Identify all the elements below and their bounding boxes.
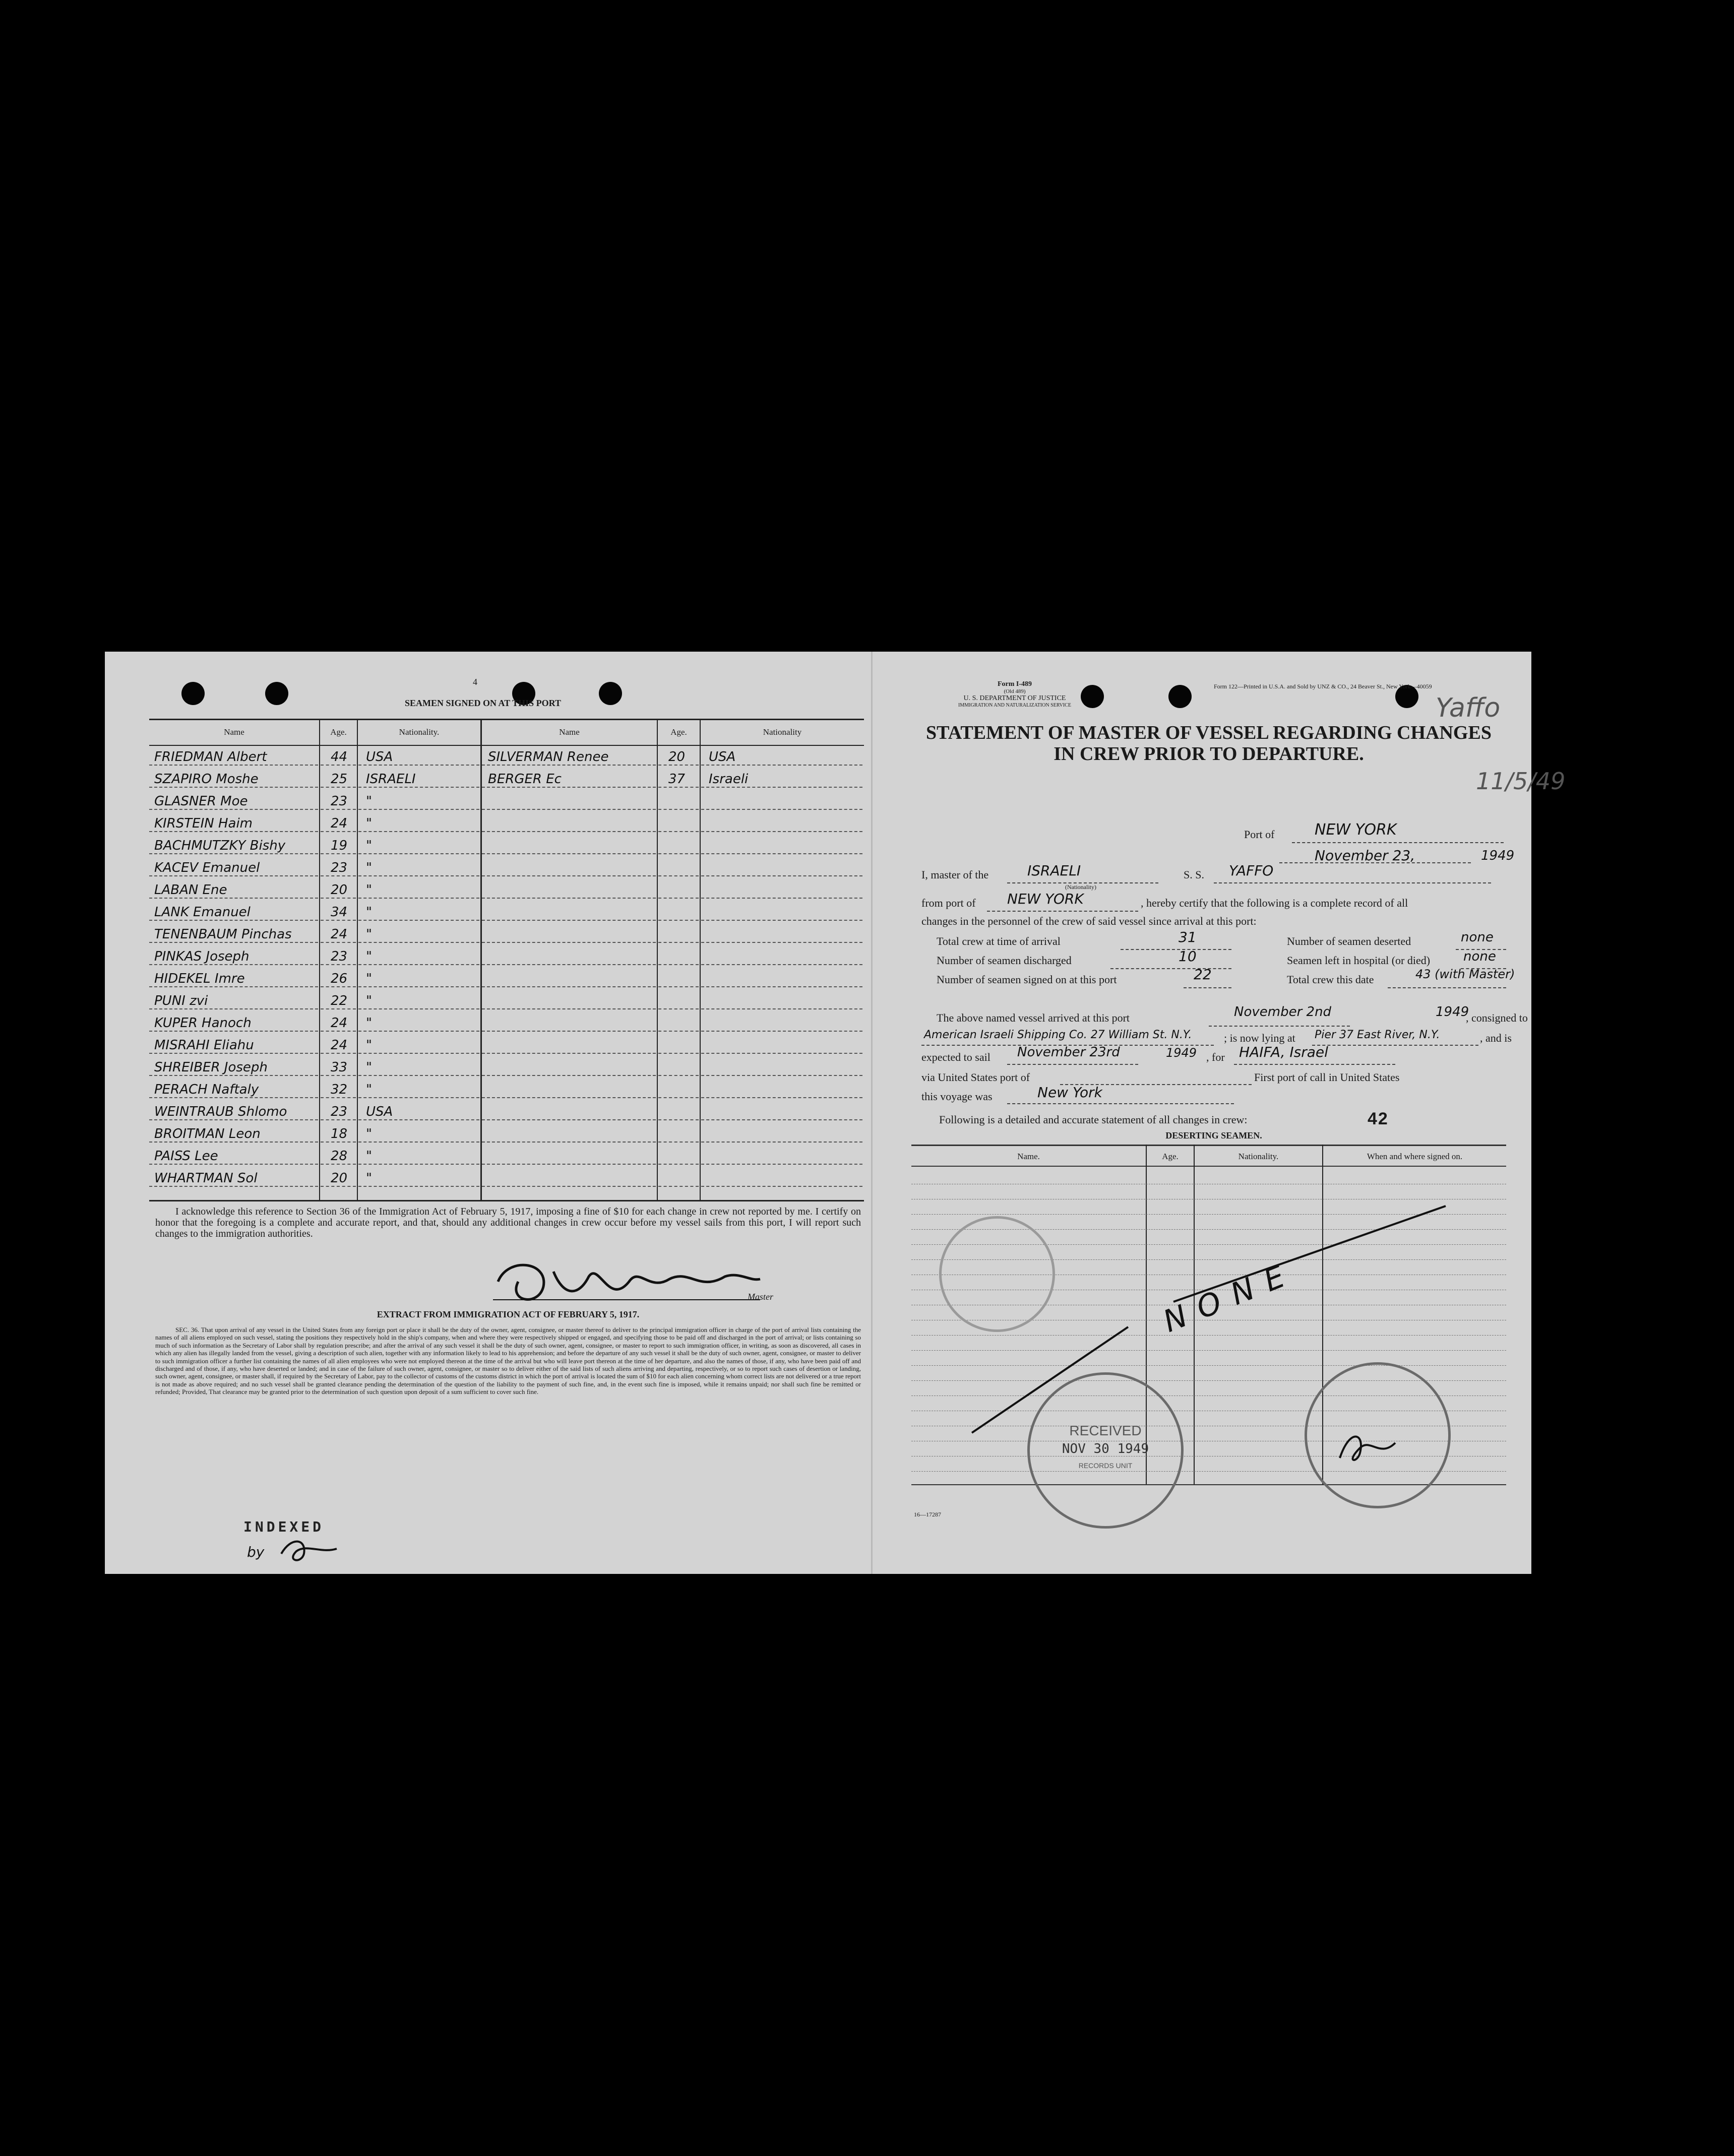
vessel-value: YAFFO [1229, 862, 1274, 879]
received-stamp-date: NOV 30 1949 [1062, 1441, 1149, 1456]
table-row [149, 769, 865, 789]
table-row [149, 946, 865, 966]
crew-age: 37 [668, 772, 686, 787]
crew-age: 34 [331, 905, 348, 920]
crew-nationality: " [366, 794, 372, 809]
crew-nationality: USA [366, 749, 393, 765]
crew-age: 44 [331, 749, 348, 765]
table-row [149, 1146, 865, 1166]
port-value: NEW YORK [1315, 821, 1397, 839]
form-number: Form I-489 [997, 680, 1032, 688]
deserting-top-rule [911, 1145, 1506, 1146]
total-crew-arrival: 31 [1179, 929, 1197, 945]
received-stamp [1027, 1372, 1184, 1529]
ss-label: S. S. [1184, 868, 1204, 881]
master-of-the-label: I, master of the [921, 868, 989, 881]
crew-name: KUPER Hanoch [154, 1016, 252, 1031]
table-row [149, 1035, 865, 1055]
crew-age: 22 [331, 993, 348, 1008]
from-port-label: from port of [921, 897, 976, 909]
inspector-initials [1330, 1423, 1405, 1473]
acknowledgement-text: I acknowledge this reference to Section 36 of the Immigration Act of February 5, 1917, imposing a fine of $10 for each change in crew not reported by me. I certify on honor that the foregoing is a complete and accurate report, and that, should any additional changes in crew occur before my vessel sails from this port, I will report such changes to the immigration authorities. [155, 1206, 861, 1239]
crew-nationality: " [366, 860, 372, 875]
seamen-signed: 22 [1194, 966, 1212, 983]
expected-year: 1949 [1166, 1046, 1197, 1060]
date-value: November 23, [1315, 847, 1415, 864]
crew-name: KIRSTEIN Haim [154, 816, 253, 831]
table-row [149, 857, 865, 877]
table-row [149, 746, 865, 767]
crew-name: SILVERMAN Renee [488, 749, 609, 765]
expected-label: expected to sail [921, 1051, 990, 1063]
crew-name: MISRAHI Eliahu [154, 1038, 254, 1053]
crew-nationality: " [366, 1171, 372, 1186]
none-text: NONE [1158, 1254, 1302, 1340]
crew-name: PAISS Lee [154, 1149, 218, 1164]
port-label: Port of [1244, 828, 1275, 841]
crew-nationality: " [366, 993, 372, 1008]
consigned-to: , consigned to [1466, 1011, 1528, 1024]
table-row [149, 835, 865, 855]
crew-name: BACHMUTZKY Bishy [154, 838, 286, 853]
crew-nationality: ISRAELI [366, 772, 416, 787]
records-unit-label: RECORDS UNIT [1078, 1462, 1133, 1470]
received-stamp-label: RECEIVED [1069, 1423, 1142, 1438]
deserting-header-nationality: Nationality. [1238, 1152, 1279, 1161]
crew-name: PERACH Naftaly [154, 1082, 259, 1097]
crew-age: 18 [331, 1126, 348, 1142]
table-row [149, 1012, 865, 1033]
form-header [932, 681, 1098, 709]
table-row [149, 924, 865, 944]
crew-name: LANK Emanuel [154, 905, 251, 920]
crew-age: 23 [331, 794, 348, 809]
consignee-value: American Israeli Shipping Co. 27 William St. N.Y. [924, 1029, 1192, 1041]
crew-nationality: " [366, 1149, 372, 1164]
table-row [149, 968, 865, 988]
expected-value: November 23rd [1017, 1045, 1120, 1060]
crew-nationality: " [366, 971, 372, 986]
arrived-value: November 2nd [1234, 1004, 1332, 1020]
crew-nationality: " [366, 927, 372, 942]
crew-nationality: " [366, 1038, 372, 1053]
crew-name: KACEV Emanuel [154, 860, 260, 875]
crew-age: 24 [331, 816, 348, 831]
indexed-stamp: INDEXED [243, 1518, 325, 1535]
table-top-rule [149, 719, 864, 720]
page-fold [871, 652, 873, 1574]
crew-name: HIDEKEL Imre [154, 971, 245, 986]
crew-nationality: USA [366, 1104, 393, 1119]
certify-text: , hereby certify that the following is a complete record of all [1141, 897, 1408, 909]
table-row [149, 1168, 865, 1188]
service-name: IMMIGRATION AND NATURALIZATION SERVICE [958, 703, 1071, 708]
crew-age: 25 [331, 772, 348, 787]
seamen-deserted: none [1461, 930, 1494, 945]
crew-nationality: " [366, 838, 372, 853]
crew-nationality: " [366, 1060, 372, 1075]
nationality-value: ISRAELI [1027, 862, 1081, 879]
margin-note-date: 11/5/49 [1476, 768, 1566, 795]
crew-name: WEINTRAUB Shlomo [154, 1104, 287, 1119]
crew-age: 20 [331, 882, 348, 898]
indexed-initials [276, 1534, 347, 1564]
header-name: Name [224, 727, 244, 737]
punch-hole [1168, 685, 1192, 708]
table-bottom-rule [149, 1200, 864, 1201]
crew-name: SZAPIRO Moshe [154, 772, 259, 787]
table-row [149, 1057, 865, 1077]
table-header-rule [149, 745, 864, 746]
arrived-text: The above named vessel arrived at this port [937, 1011, 1130, 1024]
crew-name: SHREIBER Joseph [154, 1060, 268, 1075]
total-crew-date-label: Total crew this date [1287, 973, 1374, 986]
dept-name: U. S. DEPARTMENT OF JUSTICE [963, 694, 1066, 702]
crew-nationality: " [366, 905, 372, 920]
table-row [149, 902, 865, 922]
table-row [149, 1079, 865, 1099]
page-number: 4 [473, 677, 477, 687]
statement-title-line-1: STATEMENT OF MASTER OF VESSEL REGARDING CHANGES [926, 722, 1492, 743]
table-row [149, 813, 865, 833]
header-name-2: Name [559, 727, 580, 737]
table-row [149, 879, 865, 900]
lying-at: ; is now lying at [1224, 1032, 1295, 1044]
crew-age: 19 [331, 838, 348, 853]
crew-nationality: " [366, 1126, 372, 1142]
crew-name: BERGER Ec [488, 772, 562, 787]
crew-age: 24 [331, 1038, 348, 1053]
table-row [149, 1101, 865, 1121]
crew-age: 23 [331, 1104, 348, 1119]
seamen-hospital: none [1463, 949, 1496, 964]
seamen-signed-label: Number of seamen signed on at this port [937, 973, 1117, 986]
extract-title: EXTRACT FROM IMMIGRATION ACT OF FEBRUARY 5, 1917. [377, 1309, 640, 1319]
crew-nationality: " [366, 816, 372, 831]
punch-hole [265, 682, 288, 705]
extract-text: SEC. 36. That upon arrival of any vessel in the United States from any foreign port or place it shall be the duty of the owner, agent, consignee, or master thereof to deliver to the principal immigration officer in charge of the port of arrival lists containing the names of all aliens employed on such vessel, stating the positions they respectively hold in the ship's company, when and where they were respectively shipped or engaged, and specifying those to be paid off and discharged in the port of arrival; or lists containing so much of such information as the Secretary of Labor shall by regulation prescribe; and after the arrival of any such vessel it shall be the duty of such owner, agent, consignee, or master to report to such immigration officer, in writing, as soon as discovered, all cases in which any alien has illegally landed from the vessel, giving a description of such alien, together with any information likely to lead to his apprehension; and before the departure of any such vessel it shall be the duty of such owner, agent, consignee, or master to deliver to such immigration officer a further list containing the names of all alien employees who were not employed thereon at the time of the arrival but who will leave port thereon at the time of her departure, and also the names of those, if any, who have been paid off and discharged and of those, if any, who have deserted or landed; and in case of the failure of such owner, agent, consignee, or master so to deliver either of the said lists of such aliens arriving and departing, respectively, or so to report such cases of desertion or landing, such owner, agent, consignee, or master shall, if required by the Secretary of Labor, pay to the collector of customs of the customs district in which the port of arrival is located the sum of $10 for each alien concerning whom correct lists are not delivered or a true report is not made as above required; and no such vessel shall be granted clearance pending the determination of the question of the liability to the payment of such fine, and, in the event such fine is imposed, while it remains unpaid; nor shall such fine be remitted or refunded; Provided, That clearance may be granted prior to the determination of such question upon deposit of a sum sufficient to cover such fine. [155, 1326, 861, 1396]
form-old: (Old 489) [1004, 688, 1026, 694]
and-is: , and is [1480, 1032, 1512, 1044]
this-voyage-label: this voyage was [921, 1090, 993, 1103]
statement-title [911, 722, 1506, 765]
changes-text: changes in the personnel of the crew of said vessel since arrival at this port: [921, 915, 1257, 927]
deserting-header-signed-on: When and where signed on. [1367, 1152, 1463, 1161]
crew-name: PINKAS Joseph [154, 949, 250, 964]
total-crew-arrival-label: Total crew at time of arrival [937, 935, 1061, 947]
deserting-header-rule [911, 1166, 1506, 1167]
indexed-by: by [247, 1544, 265, 1560]
master-label: Master [748, 1292, 773, 1302]
deserting-title: DESERTING SEAMEN. [1165, 1130, 1262, 1140]
year-value: 1949 [1481, 848, 1515, 863]
via-label: via United States port of [921, 1071, 1030, 1084]
table-row [149, 1123, 865, 1144]
crew-nationality: USA [709, 749, 736, 765]
crew-name: FRIEDMAN Albert [154, 749, 267, 765]
crew-age: 20 [331, 1171, 348, 1186]
crew-age: 24 [331, 927, 348, 942]
table-row [149, 791, 865, 811]
printer-line: Form 122—Printed in U.S.A. and Sold by UNZ & CO., 24 Beaver St., New York—40059 [1214, 683, 1432, 690]
crew-name: WHARTMAN Sol [154, 1171, 258, 1186]
crew-nationality: " [366, 1082, 372, 1097]
crew-nationality: " [366, 882, 372, 898]
header-age-2: Age. [670, 727, 687, 737]
seamen-deserted-label: Number of seamen deserted [1287, 935, 1411, 947]
for-label: , for [1206, 1051, 1225, 1063]
table-row [149, 990, 865, 1010]
header-nationality: Nationality. [399, 727, 440, 737]
header-age: Age. [330, 727, 347, 737]
deserting-header-name: Name. [1017, 1152, 1040, 1161]
first-port-label: First port of call in United States [1254, 1071, 1400, 1084]
crew-name: BROITMAN Leon [154, 1126, 261, 1142]
crew-name: LABAN Ene [154, 882, 227, 898]
crew-age: 24 [331, 1016, 348, 1031]
following-text: Following is a detailed and accurate statement of all changes in crew: [939, 1113, 1248, 1126]
crew-age: 32 [331, 1082, 348, 1097]
seamen-discharged: 10 [1179, 948, 1197, 965]
immigration-stamp [939, 1216, 1055, 1332]
nationality-caption: (Nationality) [1065, 883, 1096, 891]
crew-nationality: " [366, 949, 372, 964]
crew-age: 33 [331, 1060, 348, 1075]
master-signature [488, 1251, 770, 1312]
crew-nationality: Israeli [709, 772, 749, 787]
statement-title-line-2: IN CREW PRIOR TO DEPARTURE. [1054, 743, 1364, 765]
document-sheet [105, 652, 1566, 1574]
crew-age: 20 [668, 749, 686, 765]
punch-hole [181, 682, 205, 705]
left-page-title: SEAMEN SIGNED ON AT THIS PORT [405, 698, 561, 708]
destination-value: HAIFA, Israel [1239, 1044, 1328, 1060]
crew-name: PUNI zvi [154, 993, 208, 1008]
seamen-discharged-label: Number of seamen discharged [937, 954, 1072, 967]
margin-note-vessel: Yaffo [1436, 693, 1501, 723]
punch-hole [599, 682, 622, 705]
arrived-year: 1949 [1436, 1004, 1469, 1020]
crew-age: 23 [331, 949, 348, 964]
deserting-header-age: Age. [1162, 1152, 1179, 1161]
crew-name: GLASNER Moe [154, 794, 248, 809]
seamen-hospital-label: Seamen left in hospital (or died) [1287, 954, 1431, 967]
crew-count-stamp: 42 [1368, 1109, 1389, 1128]
crew-age: 28 [331, 1149, 348, 1164]
crew-name: TENENBAUM Pinchas [154, 927, 292, 942]
header-nationality-2: Nationality [763, 727, 802, 737]
from-port-value: NEW YORK [1007, 891, 1084, 907]
crew-age: 23 [331, 860, 348, 875]
total-crew-date: 43 (with Master) [1415, 967, 1515, 981]
footer-code: 16—17287 [914, 1511, 941, 1518]
crew-nationality: " [366, 1016, 372, 1031]
pier-value: Pier 37 East River, N.Y. [1315, 1029, 1440, 1041]
crew-age: 26 [331, 971, 348, 986]
first-port-value: New York [1037, 1084, 1102, 1101]
